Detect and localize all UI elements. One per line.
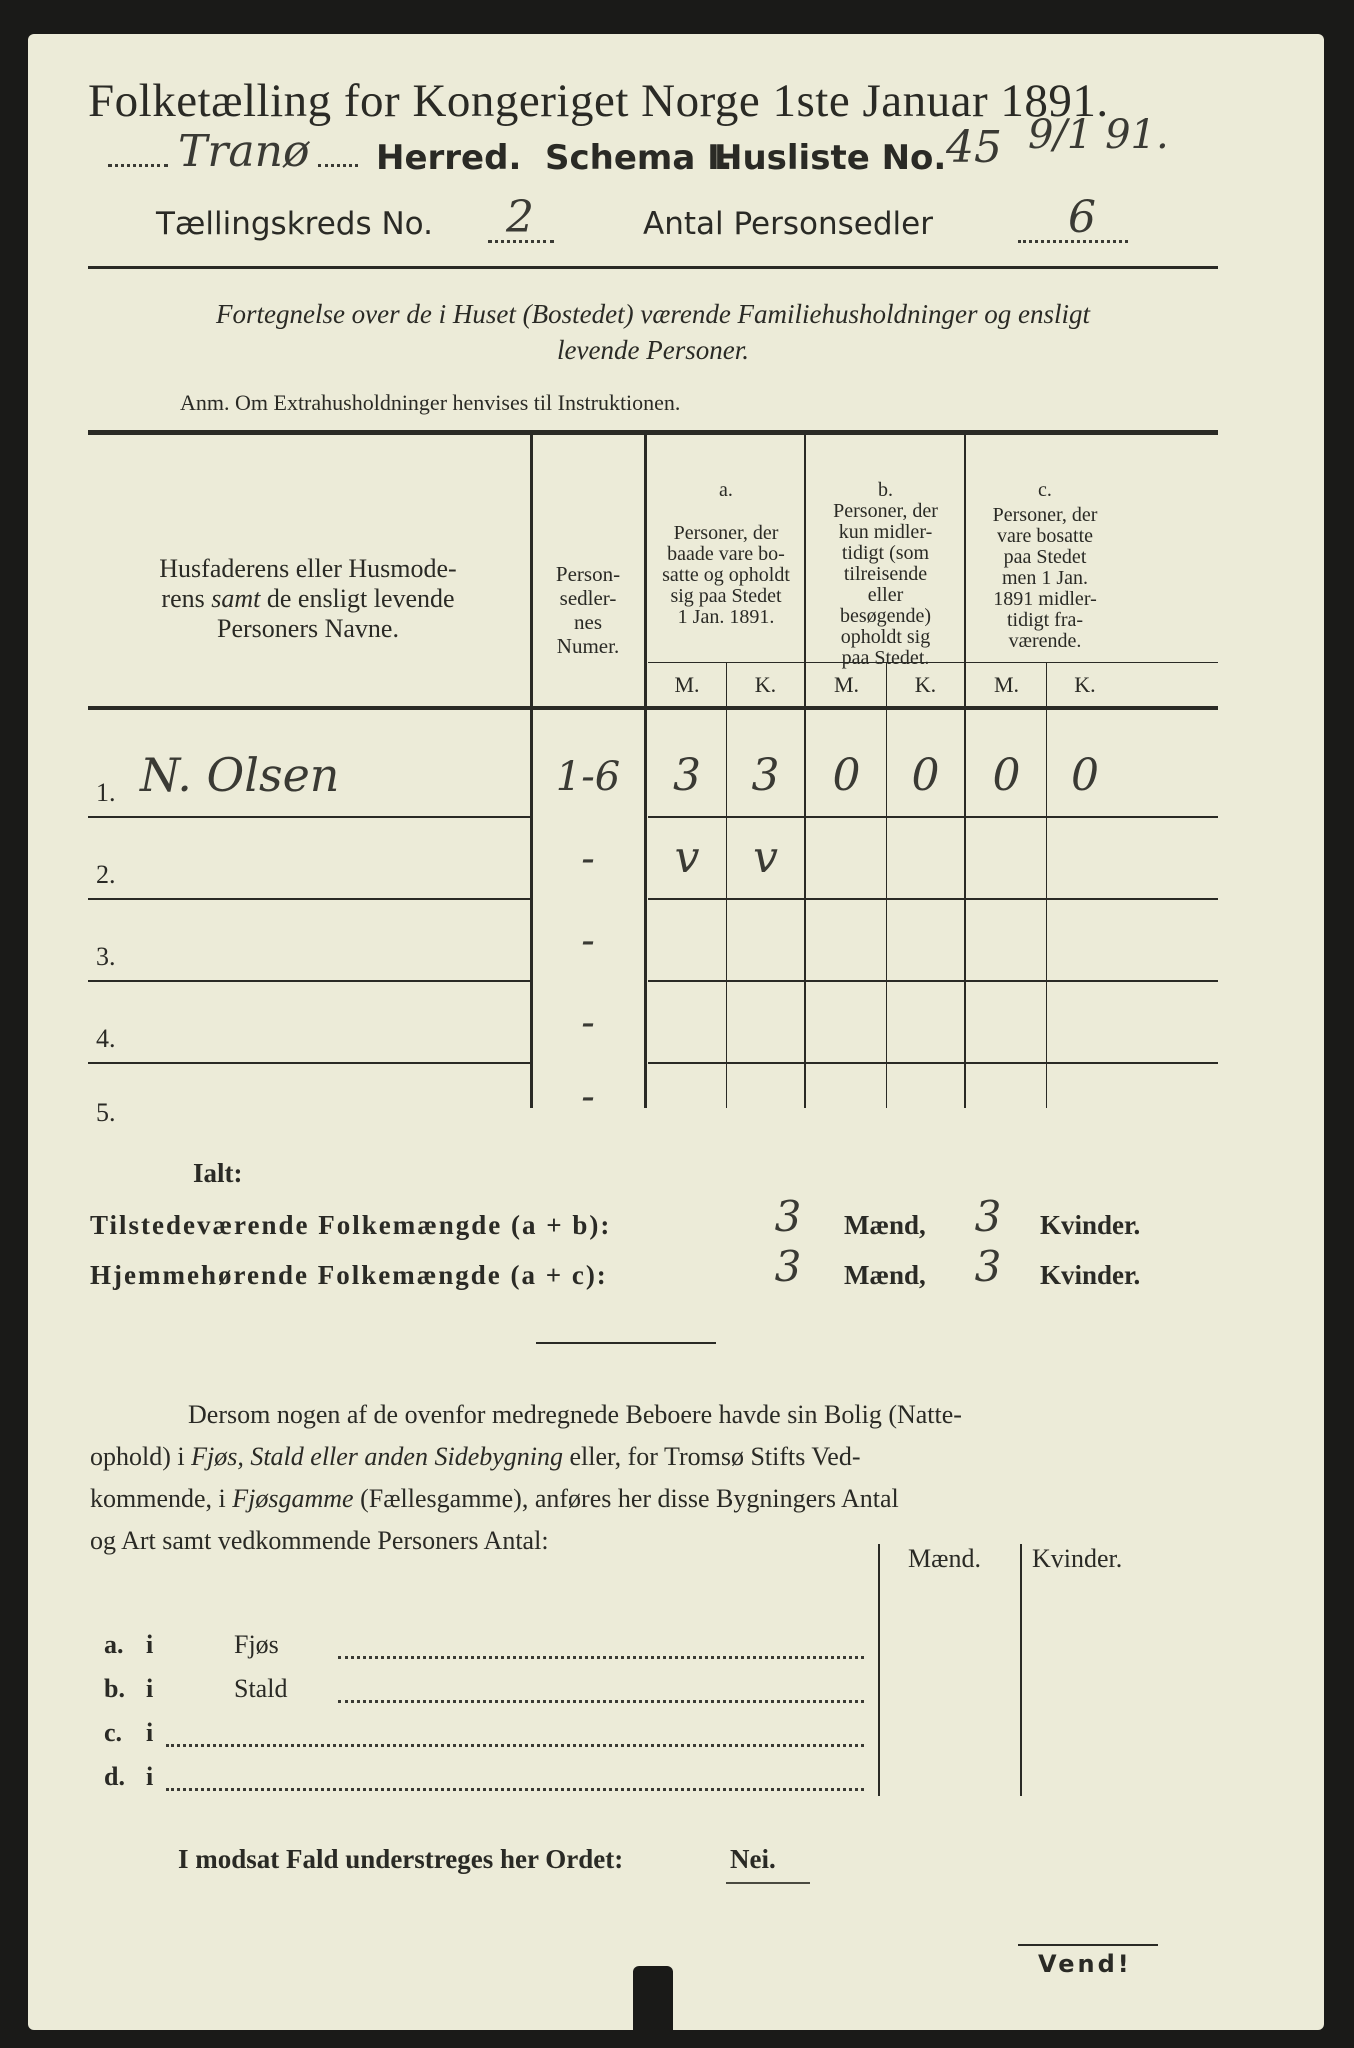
para-part: Fjøsgamme [232,1484,354,1513]
row-rule [88,1062,530,1064]
vend-text: Vend! [1038,1950,1132,1978]
outbuild-prep: i [146,1630,154,1659]
para-line [90,1436,1190,1478]
outbuilding-paragraph [90,1394,1190,1562]
row-number: 2. [96,860,116,889]
hjemme-label: Hjemmehørende Folkemængde (a + c): [90,1260,608,1290]
binding-notch [633,1966,673,2030]
nei-word: Nei. [730,1844,776,1874]
row-number: 4. [96,1024,116,1053]
para-part: eller, for Tromsø Stifts Ved- [563,1442,861,1471]
col-b-line: paa Stedet. [841,647,930,669]
count-cell: 0 [992,750,1021,801]
outbuild-col-divider [1020,1544,1022,1796]
col-divider [804,434,806,1108]
mk-label-b-m: M. [833,672,860,697]
col-b-letter: b. [878,479,893,501]
col-a-line: sig paa Stedet [670,585,782,607]
count-cell: 0 [1071,750,1099,801]
outbuild-prep: i [146,1762,154,1791]
personseddel-number: - [581,1000,595,1046]
col-a-line: 1 Jan. 1891. [677,606,775,628]
col-b-header [807,480,964,669]
count-cell: 0 [832,750,861,801]
col-c-letter: c. [1038,479,1052,501]
col-c-line: 1891 midler- [993,588,1097,610]
dotted-leader [1018,240,1128,243]
col-num-line: Person- [555,562,621,586]
para-part: ophold) i [90,1442,192,1471]
outbuild-label: Stald [234,1674,288,1703]
col-num-line: nes [574,610,602,634]
col-a-letter: a. [719,479,733,501]
modsat-text: I modsat Fald understreges her Ordet: [178,1844,624,1874]
form-title: Folketælling for Kongeriget Norge 1ste Januar 1891. [88,75,1109,127]
outbuild-prep: i [146,1674,154,1703]
tilstede-maend-value: 3 [774,1192,802,1241]
table-top-rule [88,430,1218,435]
col-names-header [88,554,528,644]
personseddel-number: - [581,1074,595,1120]
col-names-part: de ensligt levende [260,584,455,613]
col-names-part: rens [161,584,212,613]
census-form-page [28,34,1324,2030]
col-b-line: kun midler- [838,521,933,543]
outbuild-col-maend: Mænd. [908,1544,981,1573]
para-part: (Fællesgamme), anføres her disse Bygningers Antal [353,1484,899,1513]
col-b-line: Personer, der [833,500,938,522]
col-b-line: tidigt (som [841,542,930,564]
personseddel-number: - [581,918,595,964]
margin-note: 9/1 91. [1028,112,1169,158]
dotted-leader [166,1788,864,1791]
intro-line-1: Fortegnelse over de i Huset (Bostedet) værende Familiehusholdninger og ensligt [215,299,1091,329]
col-a-header [648,480,804,628]
husliste-label: Husliste No. [714,138,947,178]
dotted-leader [166,1744,864,1747]
col-divider [886,662,887,1108]
dotted-leader [338,1656,864,1659]
count-cell: 3 [673,750,701,801]
row-number: 3. [96,942,116,971]
row-rule [648,898,1218,900]
personseddel-number: 1-6 [555,754,621,800]
outbuild-letter: a. [104,1630,124,1659]
para-line [90,1478,1190,1520]
col-c-line: Personer, der [992,504,1098,526]
col-divider [964,434,966,1108]
col-c-line: paa Stedet [1003,546,1087,568]
dotted-leader [338,1700,864,1703]
col-c-line: vare bosatte [996,525,1094,547]
mk-label-b-k: K. [914,672,937,697]
col-names-part: samt [211,584,261,613]
outbuild-prep: i [146,1718,154,1747]
row-rule [88,898,530,900]
col-b-line: tilreisende [843,563,928,585]
para-line: Dersom nogen af de ovenfor medregnede Beboere havde sin Bolig (Natte- [188,1400,962,1429]
nei-underline [726,1882,810,1884]
table-header-rule [88,706,1218,710]
col-num-header [533,562,643,658]
col-names-line [88,584,528,614]
dotted-leader [318,164,358,167]
col-divider [644,434,647,1108]
anm-note: Anm. Om Extrahusholdninger henvises til Instruktionen. [180,390,681,415]
row-rule [648,816,1218,818]
col-b-line: besøgende) [839,605,932,627]
dotted-leader [488,240,554,243]
ialt-label: Ialt: [193,1158,243,1188]
outbuild-col-divider [878,1544,880,1796]
row-rule [648,980,1218,982]
antal-label: Antal Personsedler [643,206,933,242]
count-cell: 3 [751,750,780,801]
col-a-line: baade vare bo- [667,543,785,565]
divider-short [536,1342,716,1344]
tilstede-kvinder-value: 3 [974,1192,1002,1241]
col-b-line: opholdt sig [840,626,931,648]
col-num-line: sedler- [559,586,617,610]
dotted-leader [108,164,168,167]
mk-label-a-m: M. [674,672,700,697]
mk-label-a-k: K. [754,672,777,697]
hjemme-kvinder-label: Kvinder. [1040,1260,1141,1290]
tilstede-label: Tilstedeværende Folkemængde (a + b): [90,1210,612,1240]
col-c-line: tidigt fra- [1006,609,1084,631]
person-name: N. Olsen [140,748,340,802]
col-b-line: eller [867,584,904,606]
husliste-value: 45 [946,122,1002,173]
kreds-label: Tællingskreds No. [156,206,433,242]
row-rule [88,980,530,982]
kreds-value: 2 [506,192,534,243]
herred-label: Herred. [376,138,522,178]
tilstede-maend-label: Mænd, [844,1210,926,1240]
count-cell: v [753,832,778,883]
antal-value: 6 [1068,192,1096,243]
outbuild-col-kvinder: Kvinder. [1032,1544,1123,1573]
col-num-line: Numer. [556,634,620,658]
col-c-line: værende. [1008,630,1082,652]
col-c-line: men 1 Jan. [1001,567,1089,589]
mk-label-c-k: K. [1074,672,1096,697]
row-number: 5. [96,1098,116,1127]
para-part: Fjøs, Stald eller anden Sidebygning [191,1442,563,1471]
col-names-line: Personers Navne. [217,614,399,643]
col-names-line: Husfaderens eller Husmode- [159,554,457,583]
col-divider [1046,662,1047,1108]
header-rule [88,266,1218,269]
outbuild-label: Fjøs [234,1630,279,1659]
row-rule [88,816,530,818]
count-cell: v [674,832,700,883]
count-cell: 0 [911,750,940,801]
personseddel-number: - [581,836,595,882]
outbuild-letter: c. [104,1718,123,1747]
hjemme-maend-label: Mænd, [844,1260,926,1290]
para-line: og Art samt vedkommende Personers Antal: [90,1526,549,1555]
col-divider [726,662,727,1108]
outbuild-letter: d. [104,1762,125,1791]
row-rule [648,1062,1218,1064]
mk-label-c-m: M. [993,672,1020,697]
col-a-line: Personer, der [673,522,779,544]
hjemme-maend-value: 3 [774,1242,802,1291]
schema-label: Schema I. [545,138,733,178]
row-number: 1. [96,778,116,807]
hjemme-kvinder-value: 3 [974,1242,1002,1291]
vend-rule [1018,1944,1158,1946]
tilstede-kvinder-label: Kvinder. [1040,1210,1141,1240]
col-a-line: satte og opholdt [662,564,790,586]
para-part: kommende, i [90,1484,233,1513]
intro-line-2: levende Personer. [557,335,749,365]
outbuild-letter: b. [104,1674,125,1703]
herred-value: Tranø [178,126,310,177]
col-c-header [967,480,1123,652]
intro-text [88,296,1218,368]
